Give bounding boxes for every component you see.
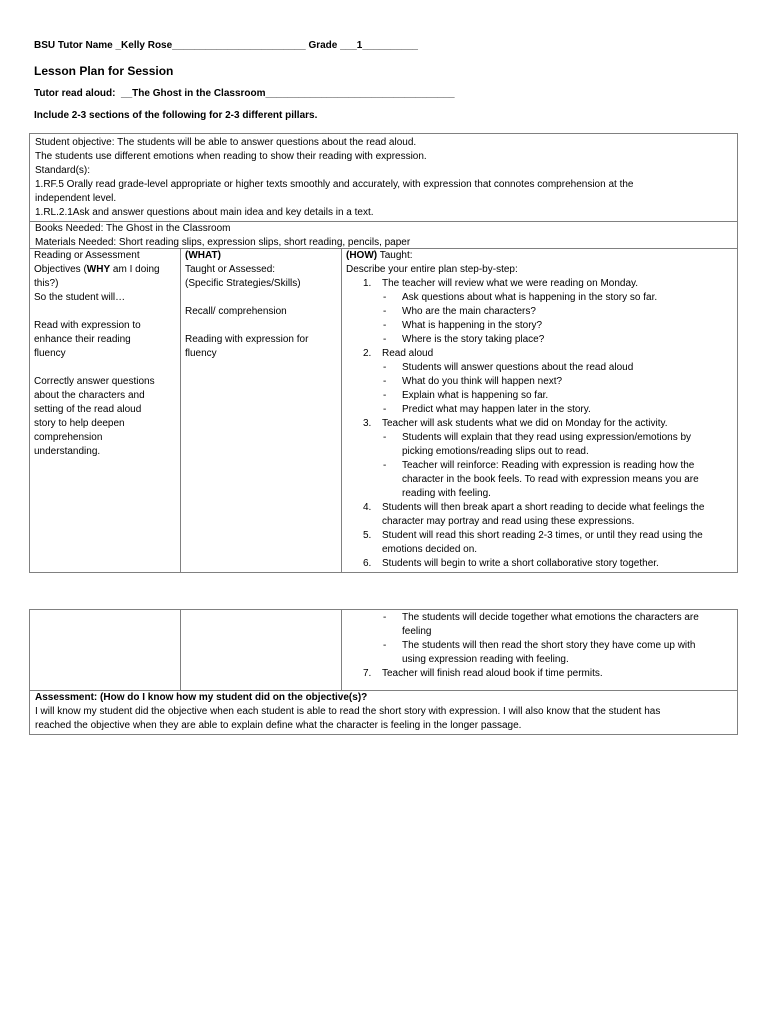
col1-heading: Reading or Assessment — [34, 250, 140, 261]
objective-item: setting of the read aloud — [34, 404, 142, 415]
assessment-heading: Assessment: (How do I know how my student did on the objective(s)? — [35, 692, 368, 703]
how-heading: (HOW) Taught: — [346, 250, 413, 261]
objective-line: Student objective: The students will be able to answer questions about the read aloud. — [35, 137, 417, 148]
objective-item: Read with expression to — [34, 320, 141, 331]
step-item: 2. Read aloud — [363, 348, 434, 359]
sub-item: - Students will explain that they read using expression/emotions by — [383, 432, 692, 443]
objective-line: The students use different emotions when reading to show their reading with expression. — [35, 151, 427, 162]
objectives-column — [30, 249, 180, 572]
sub-item-continued: character in the book feels. To read with expression means you are — [402, 474, 699, 485]
what-subheading: Taught or Assessed: — [185, 264, 276, 275]
objective-item: comprehension — [34, 432, 103, 443]
col1-heading: this?) — [34, 278, 59, 289]
sub-item-continued: picking emotions/reading slips out to read. — [402, 446, 589, 457]
objective-item: enhance their reading — [34, 334, 131, 345]
objective-item: about the characters and — [34, 390, 145, 401]
step-item: 6. Students will begin to write a short collaborative story together. — [363, 558, 659, 569]
sub-item: - Ask questions about what is happening in the story so far. — [383, 292, 658, 303]
objective-box — [29, 133, 738, 222]
tutor-name-grade-line: BSU Tutor Name _Kelly Rose________________________ Grade ___1__________ — [34, 40, 418, 51]
objective-item: Correctly answer questions — [34, 376, 155, 387]
assessment-text: I will know my student did the objective when each student is able to read the short story with expression. I will also know that the student has — [35, 706, 661, 717]
sub-item: - Explain what is happening so far. — [383, 390, 549, 401]
books-needed: Books Needed: The Ghost in the Classroom — [35, 223, 231, 234]
sub-item-continued: reading with feeling. — [402, 488, 491, 499]
instruction-line: Include 2-3 sections of the following for 2-3 different pillars. — [34, 110, 318, 121]
assessment-text: reached the objective when they are able to explain define what the character is feeling in the longer passage. — [35, 720, 522, 731]
what-subheading: (Specific Strategies/Skills) — [185, 278, 301, 289]
standard-line: independent level. — [35, 193, 117, 204]
step-item: 1. The teacher will review what we were reading on Monday. — [363, 278, 639, 289]
what-column — [180, 249, 341, 572]
step-item: 4. Students will then break apart a short reading to decide what feelings the — [363, 502, 705, 513]
step-item: 7. Teacher will finish read aloud book if time permits. — [363, 668, 603, 679]
plan-table — [29, 249, 738, 573]
sub-item: - The students will then read the short story they have come up with — [383, 640, 696, 651]
standard-line: 1.RL.2.1Ask and answer questions about main idea and key details in a text. — [35, 207, 374, 218]
page-title: Lesson Plan for Session — [34, 64, 174, 78]
step-item-continued: character may portray and read using these expressions. — [382, 516, 635, 527]
sub-item: - Where is the story taking place? — [383, 334, 545, 345]
how-description: Describe your entire plan step-by-step: — [346, 264, 518, 275]
read-aloud-line: Tutor read aloud: __The Ghost in the Classroom__________________________________ — [34, 88, 455, 99]
sub-item: - Students will answer questions about the read aloud — [383, 362, 634, 373]
skill-item: Reading with expression for — [185, 334, 309, 345]
sub-item: - Who are the main characters? — [383, 306, 536, 317]
objective-item: fluency — [34, 348, 66, 359]
col1-heading: So the student will… — [34, 292, 126, 303]
materials-needed: Materials Needed: Short reading slips, expression slips, short reading, pencils, paper — [35, 237, 411, 248]
sub-item: - The students will decide together what emotions the characters are — [383, 612, 699, 623]
books-box — [29, 222, 738, 249]
assessment-box — [29, 691, 738, 735]
step-item-continued: emotions decided on. — [382, 544, 478, 555]
step-item: 5. Student will read this short reading 2-3 times, or until they read using the — [363, 530, 703, 541]
step-item: 3. Teacher will ask students what we did on Monday for the activity. — [363, 418, 668, 429]
skill-item: Recall/ comprehension — [185, 306, 287, 317]
standard-line: 1.RF.5 Orally read grade-level appropriate or higher texts smoothly and accurately, with expression that connotes comprehension at the — [35, 179, 634, 190]
sub-item: - Predict what may happen later in the story. — [383, 404, 591, 415]
sub-item-continued: feeling — [402, 626, 432, 637]
how-column — [341, 249, 737, 572]
how-column — [341, 610, 737, 690]
objectives-column — [30, 610, 180, 690]
what-column — [180, 610, 341, 690]
sub-item: - What is happening in the story? — [383, 320, 543, 331]
what-heading: (WHAT) — [185, 250, 221, 261]
plan-table-continued — [29, 609, 738, 691]
col1-heading: Objectives (WHY am I doing — [34, 264, 160, 275]
objective-item: understanding. — [34, 446, 101, 457]
sub-item: - Teacher will reinforce: Reading with expression is reading how the — [383, 460, 695, 471]
objective-item: story to help deepen — [34, 418, 125, 429]
skill-item: fluency — [185, 348, 217, 359]
standards-label: Standard(s): — [35, 165, 91, 176]
sub-item-continued: using expression reading with feeling. — [402, 654, 569, 665]
sub-item: - What do you think will happen next? — [383, 376, 563, 387]
